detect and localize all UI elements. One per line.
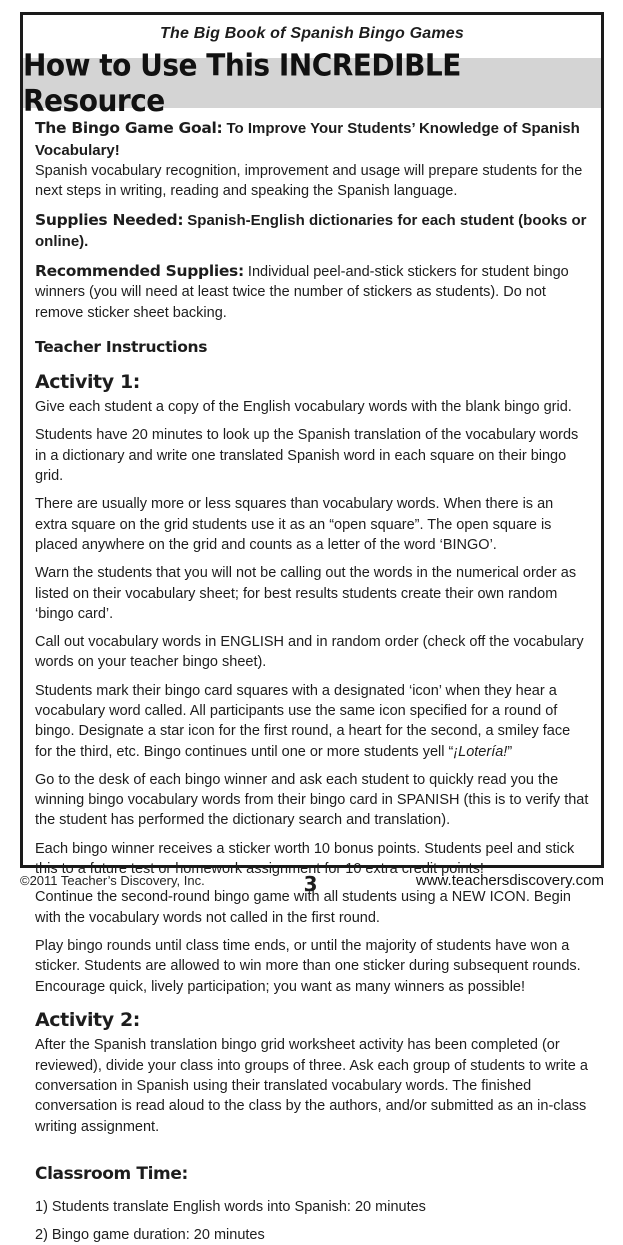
recommended-body: Individual peel-and-stick stickers for student bingo winners (you will need at least twice the number of stickers as students). Do not remove sticker sheet backing. (35, 263, 569, 321)
activity2-paragraph: After the Spanish translation bingo grid worksheet activity has been completed (or reviewed), divide your class into groups of three. Ask each group of students to write a conversation in Spanish using their translated vocabulary words. The finished conversation is read aloud to the class by the authors, and/or submitted as an in-class writing assignment. (35, 1037, 588, 1135)
goal-lead: To Improve Your Students’ Knowledge of Spanish Vocabulary! (35, 120, 580, 159)
activity1-paragraph: Each bingo winner receives a sticker worth 10 bonus points. Students peel and stick this to a future test or homework assignment for 10 extra credit points! (35, 840, 575, 878)
activity1-paragraph (35, 681, 589, 762)
supplies-label: Supplies Needed: (35, 210, 184, 229)
recommended-section (35, 261, 589, 323)
recommended-label: Recommended Supplies: (35, 261, 244, 280)
activity1-paragraph: Warn the students that you will not be calling out the words in the numerical order as listed on their vocabulary sheet; for best results students create their own random ‘bingo card’. (35, 565, 577, 622)
teacher-instructions-heading: Teacher Instructions (35, 337, 208, 356)
loteria-exclamation: ¡Lotería! (453, 743, 508, 760)
activity1-paragraph: Continue the second-round bingo game with all students using a NEW ICON. Begin with the vocabulary words not called in the first round. (35, 889, 571, 926)
supplies-lead: Spanish-English dictionaries for each student (books or online). (35, 211, 587, 251)
page-title: How to Use This INCREDIBLE Resource (23, 47, 461, 119)
activity1-paragraph: Go to the desk of each bingo winner and ask each student to quickly read you the winning bingo vocabulary words from their bingo card in SPANISH (this is to verify that the student has performed the dictionary search and translation). (35, 771, 589, 829)
copyright-text: ©2011 Teacher’s Discovery, Inc. (20, 873, 205, 888)
classroom-time-heading: Classroom Time: (35, 1163, 188, 1184)
goal-label: The Bingo Game Goal: (35, 119, 223, 137)
paragraph-text: Students mark their bingo card squares with a designated ‘icon’ when they hear a vocabulary word called. All participants use the same icon specified for a round of bingo. Designate a star icon for the first round, a heart for the second, a smiley face for the third, etc. Bingo continues until one or more students yell “ (35, 682, 571, 760)
activity1-paragraph: Students have 20 minutes to look up the Spanish translation of the vocabulary words in a dictionary and write one translated Spanish word in each square on their bingo grid. (35, 427, 579, 485)
book-title: The Big Book of Spanish Bingo Games (160, 25, 464, 42)
activity1-paragraph: Give each student a copy of the English vocabulary words with the blank bingo grid. (35, 399, 572, 416)
banner (23, 47, 601, 119)
paragraph-text: ” (507, 743, 513, 760)
activity1-paragraph: There are usually more or less squares than vocabulary words. When there is an extra square on the grid students use it as an “open square”. The open square is placed anywhere on the grid and counts as a letter of the word ‘BINGO’. (35, 496, 554, 553)
supplies-section (35, 210, 589, 253)
page-footer (20, 872, 604, 896)
classroom-time-item: 2) Bingo game duration: 20 minutes (35, 1227, 265, 1244)
website-url: www.teachersdiscovery.com (415, 872, 604, 889)
activity1-heading: Activity 1: (35, 370, 140, 393)
activity1-paragraph: Play bingo rounds until class time ends, or until the majority of students have won a sticker. Students are allowed to win more than one sticker during subsequent rounds. Encourage quick, lively participation; you want as many winners as possible! (35, 937, 581, 995)
activity1-paragraph: Call out vocabulary words in ENGLISH and in random order (check off the vocabulary words on your teacher bingo sheet). (35, 634, 584, 671)
page-number: 3 (303, 872, 318, 896)
activity2-heading: Activity 2: (35, 1008, 140, 1031)
goal-section (35, 118, 589, 202)
goal-body: Spanish vocabulary recognition, improvement and usage will prepare students for the next steps in writing, reading and speaking the Spanish language. (35, 162, 583, 200)
classroom-time-item: 1) Students translate English words into Spanish: 20 minutes (35, 1198, 426, 1215)
page-content (23, 108, 601, 1245)
